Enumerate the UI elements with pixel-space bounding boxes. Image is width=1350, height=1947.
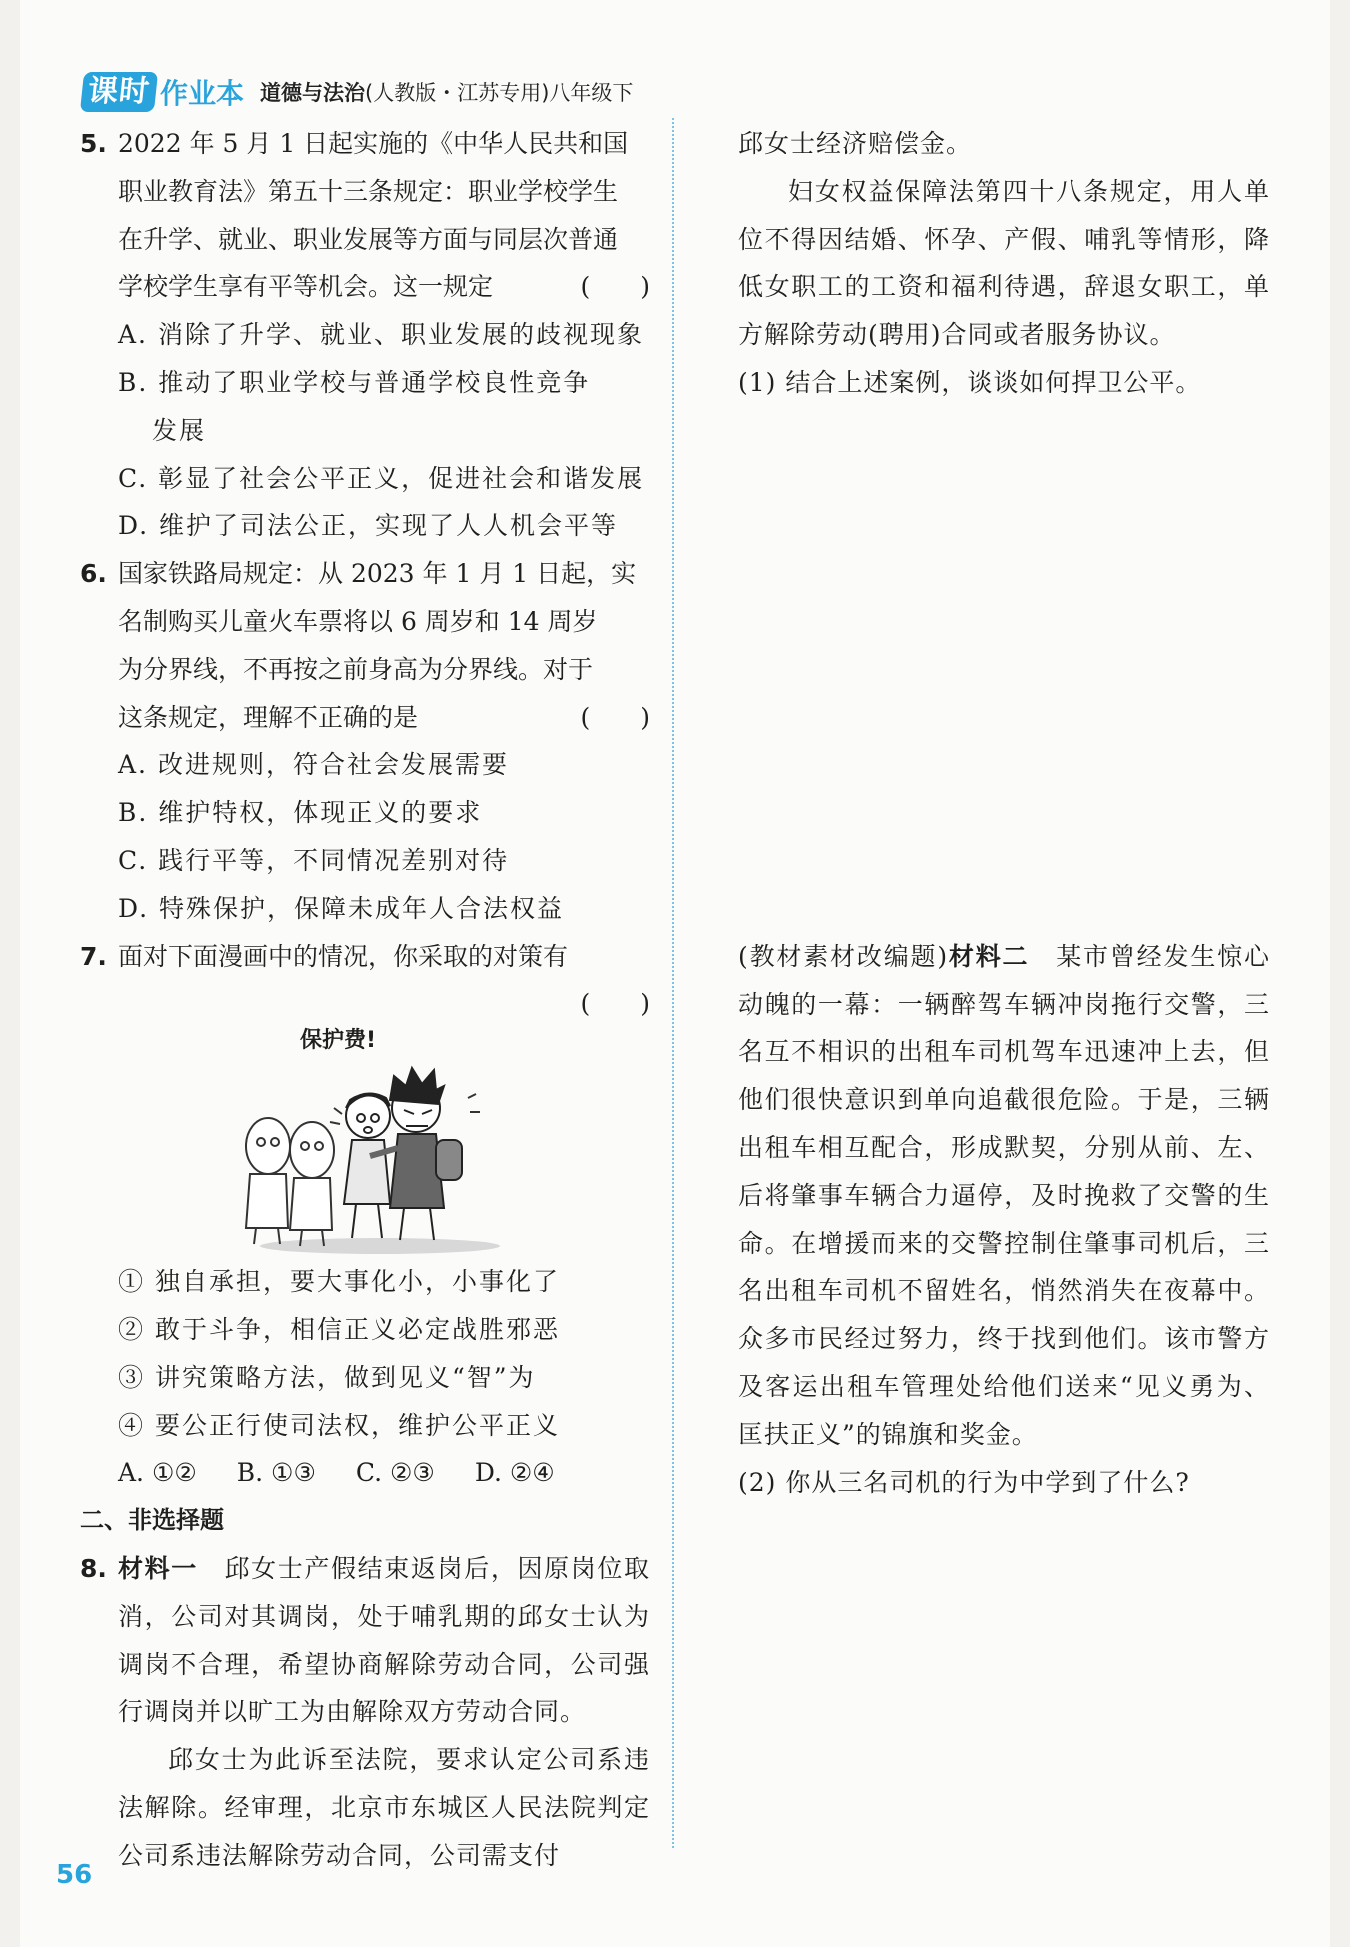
option-b-continued: 发展 [152, 415, 207, 445]
material-one-paragraph-2: 邱女士为此诉至法院，要求认定公司系违法解除。经审理，北京市东城区人民法院判定公司系违法解除劳动合同，公司需支付 [118, 1745, 650, 1870]
material-one-paragraph-3: 妇女权益保障法第四十八条规定，用人单位不得因结婚、怀孕、产假、哺乳等情形，降低女职工的工资和福利待遇，辞退女职工，单方解除劳动(聘用)合同或者服务协议。 [738, 176, 1270, 350]
choice-b[interactable]: B. ①③ [236, 1458, 316, 1488]
question-5 [80, 120, 650, 311]
question-stem-line: 2022 年 5 月 1 日起实施的《中华人民共和国 [118, 129, 629, 158]
choice-a[interactable]: A. ①② [118, 1458, 197, 1488]
left-column [80, 120, 650, 1880]
option-a[interactable]: A. 消除了升学、就业、职业发展的歧视现象 [118, 320, 644, 350]
material-one-text: 邱女士产假结束返岗后，因原岗位取消，公司对其调岗，处于哺乳期的邱女士认为调岗不合理，希望协商解除劳动合同，公司强行调岗并以旷工为由解除双方劳动合同。 [118, 1553, 650, 1727]
material-two-source: (教材素材改编题) [738, 941, 949, 971]
right-column [738, 120, 1270, 1506]
question-8 [80, 1545, 650, 1880]
cartoon-drawing [230, 1028, 530, 1258]
choice-item-3: ③ 讲究策略方法，做到见义“智”为 [118, 1362, 536, 1392]
question-number: 6. [80, 559, 107, 589]
brand-logo-text: 作业本 [160, 77, 245, 110]
answer-choices [80, 1449, 650, 1497]
option-b[interactable]: B. 推动了职业学校与普通学校良性竞争 [118, 367, 591, 397]
choice-d[interactable]: D. ②④ [474, 1458, 555, 1488]
sub-question-2: (2) 你从三名司机的行为中学到了什么? [738, 1467, 1190, 1497]
sub-question-1: (1) 结合上述案例，谈谈如何捍卫公平。 [738, 367, 1202, 397]
choice-item-2: ② 敢于斗争，相信正义必定战胜邪恶 [118, 1314, 560, 1344]
option-c[interactable]: C. 彰显了社会公平正义，促进社会和谐发展 [118, 463, 645, 493]
question-number: 5. [80, 129, 107, 158]
option-c[interactable]: C. 践行平等，不同情况差别对待 [118, 845, 510, 875]
choice-c[interactable]: C. ②③ [355, 1458, 435, 1488]
choice-item-1: ① 独自承担，要大事化小，小事化了 [118, 1267, 560, 1297]
subject-title: 道德与法治 [260, 81, 366, 105]
question-stem-line: 这条规定，理解不正确的是 [118, 702, 419, 732]
option-a[interactable]: A. 改进规则，符合社会发展需要 [118, 750, 509, 780]
question-stem-line: 学校学生享有平等机会。这一规定 [118, 272, 494, 302]
answer-space-1[interactable] [738, 407, 1270, 933]
question-stem-line: 为分界线，不再按之前身高为分界线。对于 [118, 654, 594, 684]
question-number: 7. [80, 941, 107, 971]
material-one-label: 材料一 [118, 1553, 198, 1583]
question-stem-line: 职业教育法》第五十三条规定：职业学校学生 [118, 176, 619, 206]
choice-item-4: ④ 要公正行使司法权，维护公平正义 [118, 1410, 560, 1440]
answer-bracket[interactable]: ( ) [580, 272, 650, 302]
page-header [82, 70, 633, 114]
question-6 [80, 550, 650, 741]
answer-bracket[interactable]: ( ) [580, 989, 650, 1019]
cartoon-caption: 保护费! [300, 1028, 377, 1054]
section-title: 二、非选择题 [80, 1506, 224, 1535]
question-number: 8. [80, 1553, 107, 1583]
question-stem-line: 国家铁路局规定：从 2023 年 1 月 1 日起，实 [118, 559, 637, 589]
cartoon-illustration [230, 1028, 530, 1258]
material-two [738, 933, 1270, 1459]
grade-label: 八年级下 [549, 81, 634, 105]
brand-logo-box: 课时 [80, 72, 158, 112]
question-stem-line: 名制购买儿童火车票将以 6 周岁和 14 周岁 [118, 606, 598, 636]
answer-bracket[interactable]: ( ) [580, 702, 650, 732]
question-stem-line: 面对下面漫画中的情况，你采取的对策有 [118, 941, 569, 971]
question-7 [80, 933, 650, 1029]
material-two-label: 材料二 [948, 941, 1030, 971]
edition-label: (人教版・江苏专用) [365, 81, 550, 105]
material-two-text: 某市曾经发生惊心动魄的一幕：一辆醉驾车辆冲岗拖行交警，三名互不相识的出租车司机驾车迅速冲上去，但他们很快意识到单向追截很危险。于是，三辆出租车相互配合，形成默契，分别从前、左、后将肇事车辆合力逼停，及时挽救了交警的生命。在增援而来的交警控制住肇事司机后，三名出租车司机不留姓名，悄然消失在夜幕中。众多市民经过努力，终于找到他们。该市警方及客运出租车管理处给他们送来“见义勇为、匡扶正义”的锦旗和奖金。 [738, 941, 1270, 1449]
option-d[interactable]: D. 维护了司法公正，实现了人人机会平等 [118, 511, 619, 541]
question-stem-line: 在升学、就业、职业发展等方面与同层次普通 [118, 224, 619, 254]
material-one-continued: 邱女士经济赔偿金。 [738, 129, 973, 158]
page-number: 56 [56, 1860, 93, 1890]
option-d[interactable]: D. 特殊保护，保障未成年人合法权益 [118, 893, 565, 923]
option-b[interactable]: B. 维护特权，体现正义的要求 [118, 798, 483, 828]
column-divider [672, 118, 674, 1848]
